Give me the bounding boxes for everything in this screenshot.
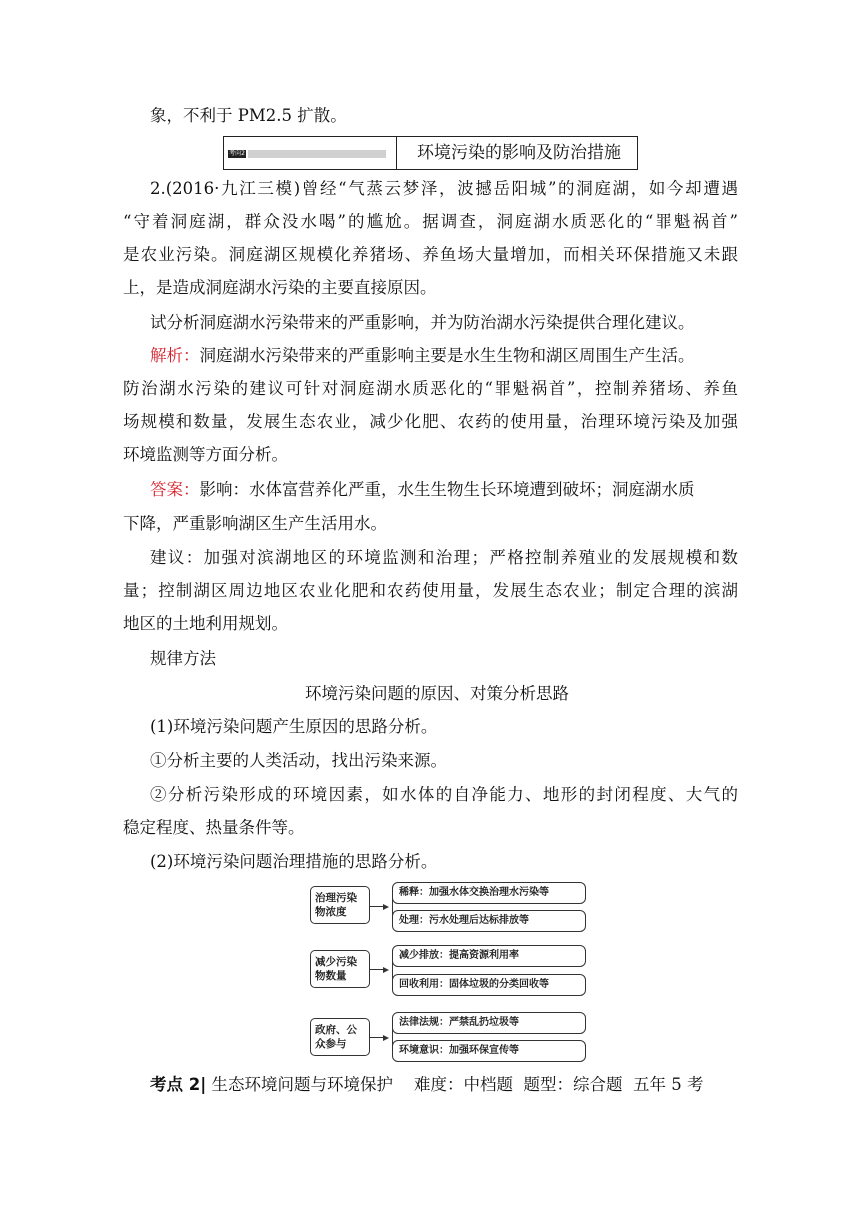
- analysis-first-text: 洞庭湖水污染带来的严重影响主要是水生生物和湖区周围生产生活。: [199, 346, 695, 365]
- category-text: 治理污染: [315, 892, 357, 904]
- suggestion-line-1: 建议：加强对滨湖地区的环境监测和治理；严格控制养殖业的发展规模和数: [150, 548, 738, 567]
- category-text: 众参与: [315, 1038, 347, 1050]
- topic-tag-area: [224, 137, 397, 169]
- question-line-1: 2.(2016·九江三模)曾经“气蒸云梦泽，波撼岳阳城”的洞庭湖，如今却遭遇: [150, 179, 738, 198]
- action-awareness: 环境意识：加强环保宣传等: [392, 1040, 586, 1062]
- arrow-icon: [383, 1035, 389, 1041]
- answer-first-text: 影响：水体富营养化严重，水生生物生长环境遭到破坏；洞庭湖水质: [199, 480, 695, 499]
- question-prompt: 试分析洞庭湖水污染带来的严重影响，并为防治湖水污染提供合理化建议。: [150, 313, 695, 332]
- answer-first-line: [150, 479, 695, 501]
- action-reduce-emission: 减少排放：提高资源利用率: [392, 945, 586, 967]
- footer-text: 生态环境问题与环境保护 难度：中档题 题型：综合题 五年 5 考: [211, 1075, 704, 1094]
- analysis-first-line: [150, 345, 695, 367]
- question-line-4: 上，是造成洞庭湖水污染的主要直接原因。: [123, 278, 437, 297]
- analysis-line-4: 环境监测等方面分析。: [123, 445, 288, 464]
- category-text: 政府、公: [315, 1024, 357, 1036]
- measures-diagram: [300, 878, 590, 1063]
- question-line-3: 是农业污染。洞庭湖区规模化养猪场、养鱼场大量增加，而相关环保措施又未跟: [123, 245, 738, 264]
- suggestion-line-2: 量；控制湖区周边地区农业化肥和农药使用量，发展生态农业；制定合理的滨湖: [123, 581, 738, 600]
- method-sub-2-line-1: ②分析污染形成的环境因素，如水体的自净能力、地形的封闭程度、大气的: [150, 785, 738, 804]
- category-box-participation: [310, 1018, 370, 1056]
- answer-label: 答案：: [150, 480, 200, 499]
- category-text: 物浓度: [315, 906, 347, 918]
- suggestion-line-3: 地区的土地利用规划。: [123, 614, 288, 633]
- category-text: 减少污染: [315, 956, 357, 968]
- method-heading: 规律方法: [150, 649, 216, 668]
- topic-decor-bar: [248, 150, 386, 158]
- action-law: 法律法规：严禁乱扔垃圾等: [392, 1012, 586, 1034]
- method-point-2: (2)环境污染问题治理措施的思路分析。: [150, 852, 438, 871]
- method-sub-1: ①分析主要的人类活动，找出污染来源。: [150, 751, 447, 770]
- analysis-label: 解析：: [150, 346, 200, 365]
- footer-label: 考点 2|: [150, 1075, 207, 1094]
- intro-line: 象，不利于 PM2.5 扩散。: [150, 106, 347, 125]
- category-box-quantity: [310, 950, 370, 988]
- action-dilute: 稀释：加强水体交换治理水污染等: [392, 882, 586, 904]
- category-text: 物数量: [315, 970, 347, 982]
- answer-line-2: 下降，严重影响湖区生产生活用水。: [123, 514, 387, 533]
- arrow-icon: [383, 904, 389, 910]
- action-treat: 处理：污水处理后达标排放等: [392, 910, 586, 932]
- analysis-line-2: 防治湖水污染的建议可针对洞庭湖水质恶化的“罪魁祸首”，控制养猪场、养鱼: [123, 379, 738, 398]
- topic-header: [223, 136, 638, 170]
- topic-tag: 考向2: [229, 150, 245, 157]
- analysis-line-3: 场规模和数量，发展生态农业，减少化肥、农药的使用量，治理环境污染及加强: [123, 412, 738, 431]
- category-box-concentration: [310, 886, 370, 924]
- method-point-1: (1)环境污染问题产生原因的思路分析。: [150, 717, 438, 736]
- footer-line: [150, 1074, 703, 1096]
- action-recycle: 回收利用：固体垃圾的分类回收等: [392, 974, 586, 996]
- method-sub-2-line-2: 稳定程度、热量条件等。: [123, 818, 305, 837]
- topic-title: 环境污染的影响及防治措施: [417, 143, 621, 163]
- question-line-2: “守着洞庭湖，群众没水喝”的尴尬。据调查，洞庭湖水质恶化的“罪魁祸首”: [123, 212, 738, 231]
- arrow-icon: [383, 967, 389, 973]
- method-title: 环境污染问题的原因、对策分析思路: [305, 684, 569, 703]
